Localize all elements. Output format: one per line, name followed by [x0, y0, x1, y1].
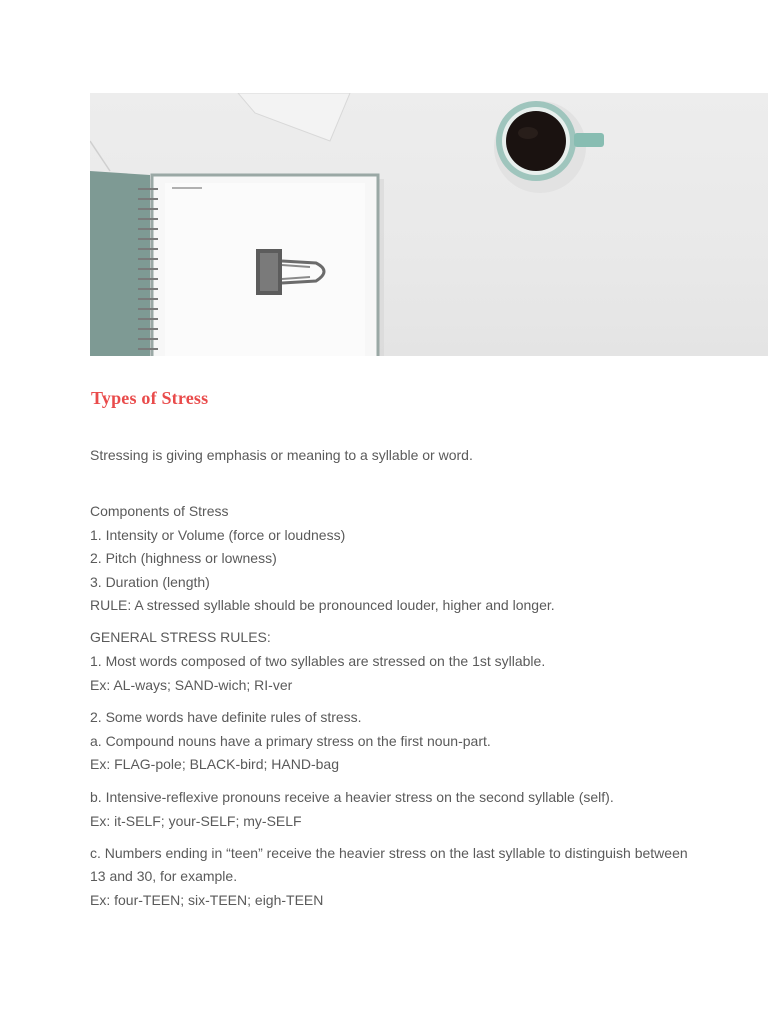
rule-2a-example: Ex: FLAG-pole; BLACK-bird; HAND-bag	[90, 756, 339, 772]
rule-2: 2. Some words have definite rules of stress.	[90, 709, 362, 725]
component-item: 3. Duration (length)	[90, 573, 210, 590]
rule-2a: a. Compound nouns have a primary stress on the first noun-part.	[90, 732, 491, 749]
components-heading: Components of Stress	[90, 503, 229, 519]
general-rules-heading: GENERAL STRESS RULES:	[90, 629, 271, 645]
component-item: 1. Intensity or Volume (force or loudness)	[90, 526, 346, 543]
rule-2b: b. Intensive-reflexive pronouns receive a heavier stress on the second syllable (self).	[90, 789, 614, 805]
header-image	[90, 93, 768, 356]
rule-line: RULE: A stressed syllable should be pronounced louder, higher and longer.	[90, 597, 555, 613]
intro-paragraph: Stressing is giving emphasis or meaning to a syllable or word.	[90, 447, 473, 463]
rule-2b-example: Ex: it-SELF; your-SELF; my-SELF	[90, 812, 302, 829]
page-title: Types of Stress	[91, 388, 209, 408]
rule-1: 1. Most words composed of two syllables are stressed on the 1st syllable.	[90, 653, 546, 669]
rule-1-example: Ex: AL-ways; SAND-wich; RI-ver	[90, 676, 293, 693]
desk-scene-illustration	[90, 93, 768, 356]
rule-2c: c. Numbers ending in “teen” receive the heavier stress on the last syllable to distinguish between 13 and 30, for example.	[90, 845, 688, 885]
rule-2c-example: Ex: four-TEEN; six-TEEN; eigh-TEEN	[90, 891, 324, 908]
coffee-cup-shape	[494, 101, 604, 193]
paper-sheet-shape	[238, 93, 350, 141]
component-item: 2. Pitch (highness or lowness)	[90, 550, 277, 566]
